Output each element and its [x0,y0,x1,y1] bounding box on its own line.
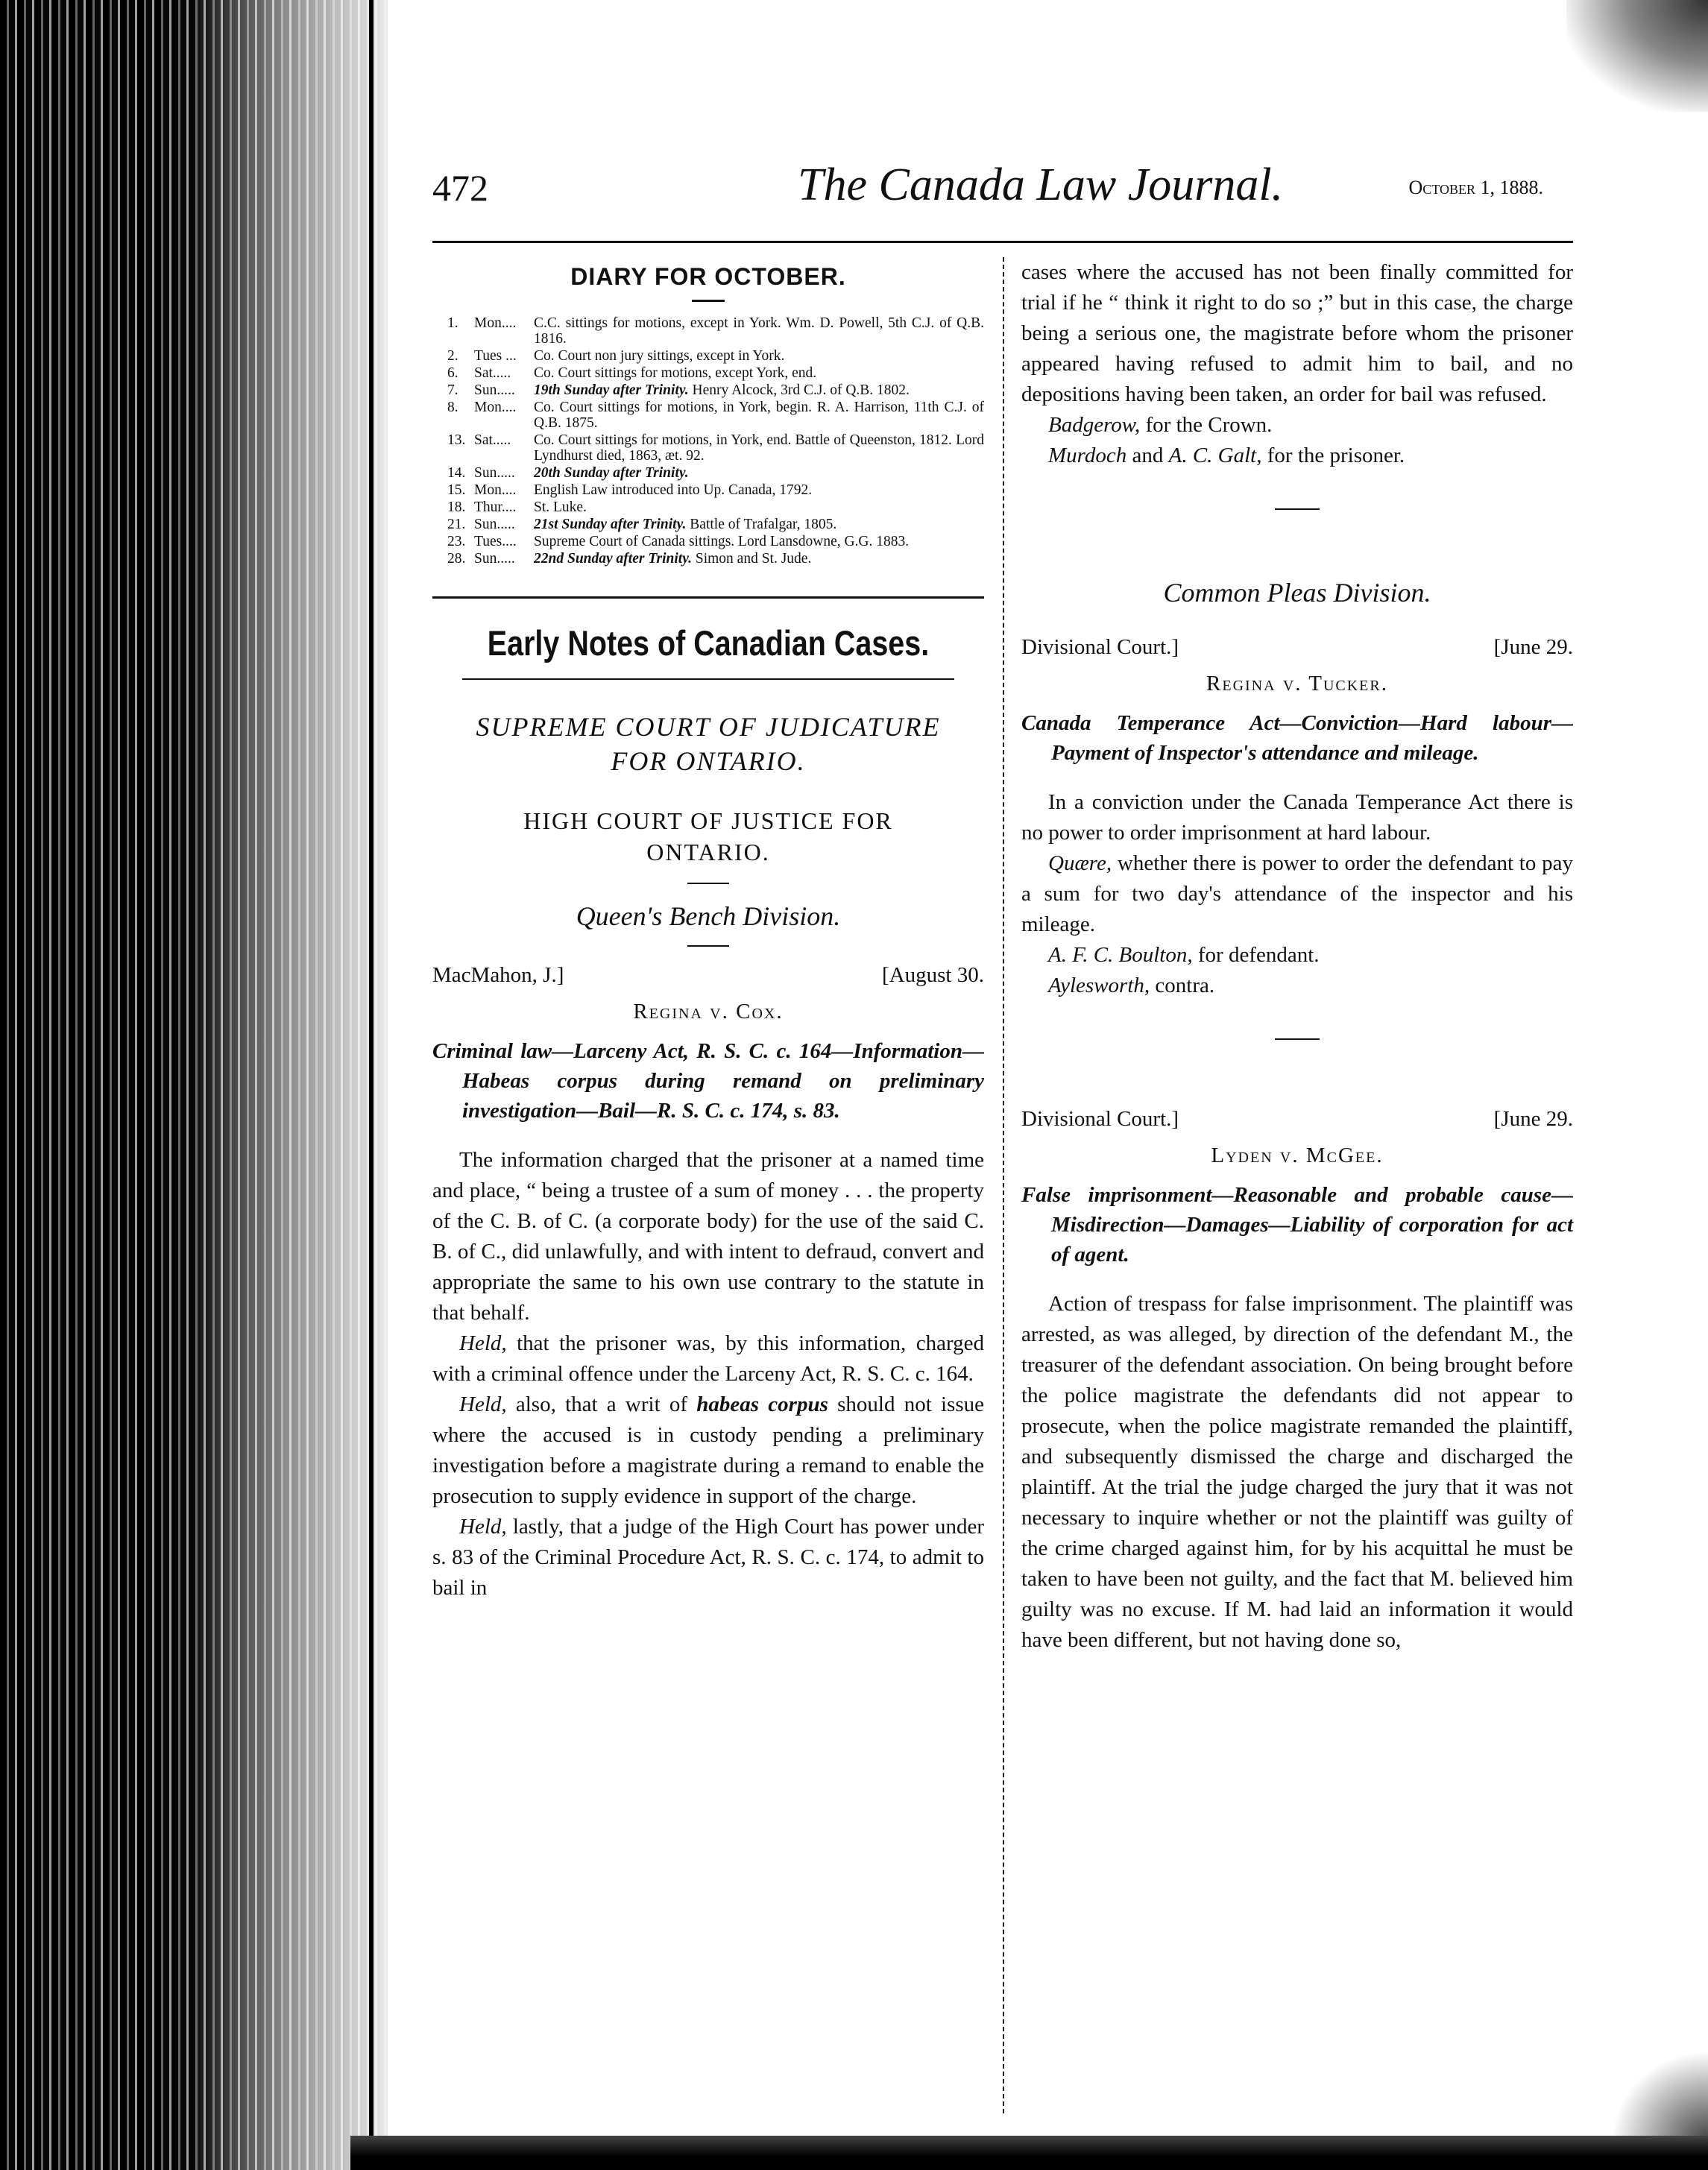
diary-event-text: Co. Court non jury sittings, except in York. [534,348,785,364]
column-divider [1003,257,1004,2113]
diary-event [534,315,984,347]
diary-weekday: Sun..... [474,465,515,481]
case3-court: Divisional Court.] [1021,1107,1179,1131]
page-header [432,153,1573,231]
heading-rule [687,945,729,947]
left-column [432,257,984,1603]
diary-date-number: 21. [447,517,466,532]
held-2-text-a: also, that a writ of [506,1392,697,1416]
case-separator [1275,1038,1320,1040]
prisoner-counsel: Murdoch [1048,444,1127,467]
diary-event-text: Simon and St. Jude. [692,551,812,567]
binding-fade [186,0,410,2170]
contra-counsel-text: contra. [1150,974,1215,997]
diary-event [534,482,984,498]
diary-date-number: 28. [447,551,466,567]
diary-weekday: Tues ... [474,348,517,364]
diary-event [534,365,984,381]
contra-counsel-line [1021,971,1573,1001]
prisoner-counsel-line [1021,441,1573,471]
diary-weekday: Thur.... [474,499,517,515]
common-pleas-heading: Common Pleas Division. [1163,578,1431,608]
diary-weekday: Mon.... [474,400,517,415]
diary-date-number: 6. [447,365,458,381]
diary-weekday: Sun..... [474,382,515,398]
diary-event [534,400,984,431]
title-rule [462,678,954,680]
crown-counsel: Badgerow, [1048,413,1141,437]
diary-weekday: Tues.... [474,534,517,549]
early-notes-title: Early Notes of Canadian Cases. [487,623,930,663]
high-court-line-2: ONTARIO. [646,839,770,865]
prisoner-counsel-and: and [1126,444,1169,467]
case2-court: Divisional Court.] [1021,635,1179,659]
defendant-counsel-text: for defendant. [1192,943,1320,967]
crown-counsel-line [1021,410,1573,441]
page-bottom-edge [350,2136,1708,2170]
diary-event [534,432,984,464]
case2-paragraph-1: In a conviction under the Canada Temperance Act there is no power to order imprisonment at hard labour. [1021,790,1573,845]
defendant-counsel-line [1021,940,1573,971]
diary-date-number: 18. [447,499,466,515]
diary-weekday: Sat..... [474,432,511,448]
prisoner-counsel-2: A. C. Galt, [1168,444,1262,467]
crown-counsel-text: for the Crown. [1140,413,1273,437]
diary-event [534,382,984,398]
diary-event [534,465,984,481]
heading-rule [687,883,729,884]
diary-event [534,348,984,364]
diary-event [534,534,984,549]
case2-name: Regina v. Tucker. [1206,672,1388,696]
journal-page [432,153,1573,1652]
diary-date-number: 7. [447,382,458,398]
case1-headnote: Criminal law—Larceny Act, R. S. C. c. 164—Information—Habeas corpus during remand on preliminary investigation—Bail—R. S. C. c. 174, s. 83. [432,1039,984,1123]
page-edge [369,0,374,2170]
scan-shadow-bottom-right [1611,2051,1708,2140]
held-label: Held, [459,1515,507,1539]
quaere-text: whether there is power to order the defendant to pay a sum for two day's attendance of the inspector and his mileage. [1021,851,1573,936]
case1-continuation: cases where the accused has not been finally committed for trial if he “ think it right to do so ;” but in this case, the charge being a serious one, the magistrate before whom the prisoner appeared having refused to admit him to bail, and no depositions having been taken, an order for bail was refused. [1021,260,1573,406]
diary-weekday: Sun..... [474,551,515,567]
diary-date-number: 8. [447,400,458,415]
diary-entry [447,465,984,481]
high-court-heading [432,805,984,868]
high-court-line-1: HIGH COURT OF JUSTICE FOR [523,807,893,834]
diary-date-number: 23. [447,534,466,549]
diary-event-text: Co. Court sittings for motions, in York, end. Battle of Queenston, 1812. Lord Lyndhurst died, 1863, æt. 92. [534,432,984,464]
diary-event [534,517,984,532]
case1-judge: MacMahon, J.] [432,963,564,987]
diary-entry [447,382,984,398]
page-number: 472 [432,167,488,209]
held-3-text: lastly, that a judge of the High Court has power under s. 83 of the Criminal Procedure Act, R. S. C. c. 174, to admit to bail in [432,1515,984,1600]
case3-headnote: False imprisonment—Reasonable and probable cause—Misdirection—Damages—Liability of corporation for act of agent. [1021,1183,1573,1267]
scan-shadow-top-right [1566,0,1708,112]
diary-event-text: Co. Court sittings for motions, except York, end. [534,365,817,381]
diary-event-sunday: 21st Sunday after Trinity. [534,517,687,532]
diary-entry [447,400,984,431]
case3-date: [June 29. [1493,1107,1573,1131]
diary-event-text: St. Luke. [534,499,587,515]
diary-entry [447,348,984,364]
diary-event-text: Supreme Court of Canada sittings. Lord Lansdowne, G.G. 1883. [534,534,910,549]
diary-entry [447,432,984,464]
diary-event-sunday: 22nd Sunday after Trinity. [534,551,692,567]
diary-entry [447,517,984,532]
case1-held-3 [432,1512,984,1603]
case1-held-1 [432,1328,984,1390]
section-rule [432,596,984,599]
diary-entry [447,551,984,567]
diary-event-text: Co. Court sittings for motions, in York, begin. R. A. Harrison, 11th C.J. of Q.B. 1875. [534,400,984,431]
case1-judge-line [432,963,984,988]
supreme-court-heading [432,710,984,778]
held-label: Held, [459,1331,507,1355]
prisoner-counsel-text: for the prisoner. [1261,444,1405,467]
diary-event-text: C.C. sittings for motions, except in York. Wm. D. Powell, 5th C.J. of Q.B. 1816. [534,315,984,347]
diary-date-number: 14. [447,465,466,481]
held-2-text-b: should not issue where the accused is in custody pending a preliminary investigation before a magistrate during a remand to enable the prosecution to supply evidence in support of the charge. [432,1392,984,1508]
case2-date: [June 29. [1493,635,1573,659]
diary-entry [447,499,984,515]
diary-weekday: Mon.... [474,315,517,331]
held-label: Held, [459,1392,507,1416]
diary-date-number: 1. [447,315,458,331]
habeas-corpus-term: habeas corpus [696,1392,828,1416]
diary-date-number: 15. [447,482,466,498]
diary-event-sunday: 20th Sunday after Trinity. [534,465,689,481]
diary-rule [692,300,725,302]
queens-bench-heading: Queen's Bench Division. [576,901,841,931]
held-1-text: that the prisoner was, by this information, charged with a criminal offence under the Larceny Act, R. S. C. c. 164. [432,1331,984,1386]
diary-event-sunday: 19th Sunday after Trinity. [534,382,689,398]
case3-name: Lyden v. McGee. [1211,1144,1384,1167]
diary-entry [447,365,984,381]
journal-title: The Canada Law Journal. [798,160,1284,210]
diary-entry [447,534,984,549]
case2-court-line [1021,635,1573,660]
diary-weekday: Sun..... [474,517,515,532]
defendant-counsel: A. F. C. Boulton, [1048,943,1193,967]
diary-event-text: Henry Alcock, 3rd C.J. of Q.B. 1802. [688,382,910,398]
diary-event-text: English Law introduced into Up. Canada, 1792. [534,482,813,498]
diary-date-number: 13. [447,432,466,448]
diary-event [534,551,984,567]
case2-quaere [1021,848,1573,940]
case3-paragraph-1: Action of trespass for false imprisonment. The plaintiff was arrested, as was alleged, by direction of the defendant M., the treasurer of the defendant association. On being brought before the police magistrate the defendants did not appear to prosecute, when the police magistrate remanded the plaintiff, and subsequently dismissed the charge and discharged the plaintiff. At the trial the judge charged the jury that it was not necessary to inquire whether or not the plaintiff was guilty of the crime charged against him, for by his acquittal he must be taken to have been not guilty, and the fact that M. believed him guilty was no excuse. If M. had laid an information it would have been different, but not having done so, [1021,1292,1573,1652]
case1-name: Regina v. Cox. [633,1000,784,1024]
diary-entry [447,482,984,498]
diary-event [534,499,984,515]
case2-headnote: Canada Temperance Act—Conviction—Hard labour—Payment of Inspector's attendance and mileage. [1021,711,1573,765]
case1-date: [August 30. [882,963,984,987]
case1-paragraph-1: The information charged that the prisoner at a named time and place, “ being a trustee of a sum of money . . . the property of the C. B. of C. (a corporate body) for the use of the said C. B. of C., did unlawfully, and with intent to defraud, convert and appropriate the same to his own use contrary to the statute in that behalf. [432,1148,984,1325]
diary-weekday: Sat..... [474,365,511,381]
contra-counsel: Aylesworth, [1048,974,1150,997]
quaere-label: Quære, [1048,851,1112,875]
header-rule [432,241,1573,243]
right-column [1021,257,1573,1656]
diary-event-text: Battle of Trafalgar, 1805. [686,517,837,532]
supreme-court-line-1: SUPREME COURT OF JUDICATURE [476,712,941,742]
issue-date: October 1, 1888. [1408,177,1543,198]
diary-title: DIARY FOR OCTOBER. [570,263,846,290]
case-separator [1275,508,1320,510]
diary-entry [447,315,984,347]
case1-held-2 [432,1390,984,1512]
supreme-court-line-2: FOR ONTARIO. [611,746,806,776]
diary-weekday: Mon.... [474,482,517,498]
case3-court-line [1021,1107,1573,1132]
diary-list [432,315,984,567]
diary-date-number: 2. [447,348,458,364]
